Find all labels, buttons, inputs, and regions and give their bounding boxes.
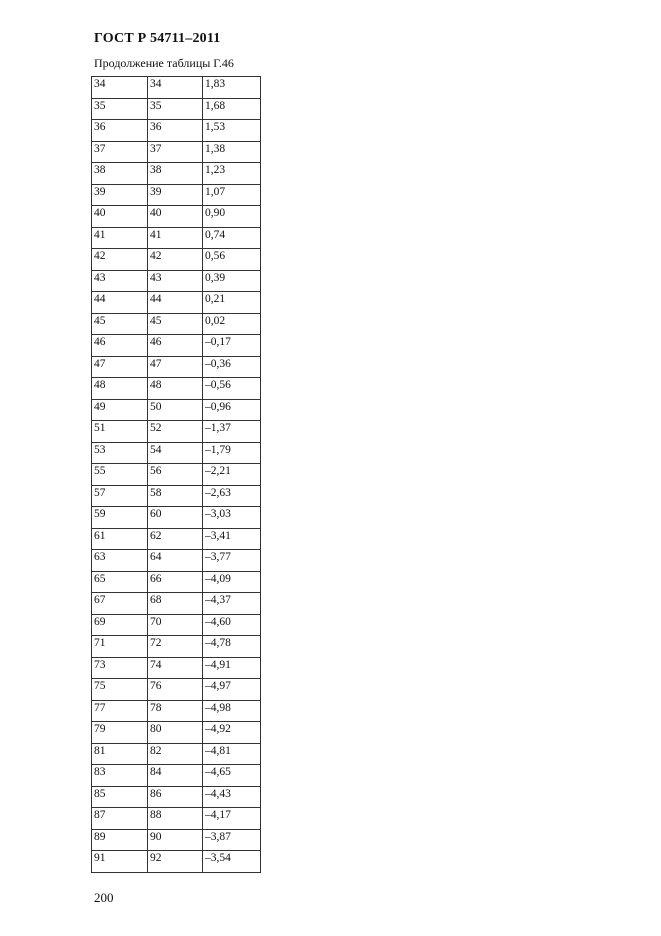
table-cell: 79 [92, 722, 148, 744]
table-cell: 42 [92, 249, 148, 271]
table-cell: 63 [92, 550, 148, 572]
table-cell: 40 [92, 206, 148, 228]
table-cell: –4,91 [203, 657, 261, 679]
table-cell: 70 [148, 614, 203, 636]
table-cell: –4,37 [203, 593, 261, 615]
table-row [92, 184, 261, 206]
table-cell: 37 [92, 141, 148, 163]
table-cell: 51 [92, 421, 148, 443]
table-row [92, 421, 261, 443]
table-cell: 39 [148, 184, 203, 206]
table-row [92, 335, 261, 357]
table-cell: –0,56 [203, 378, 261, 400]
table-cell: 41 [92, 227, 148, 249]
table-cell: 47 [148, 356, 203, 378]
table-cell: 69 [92, 614, 148, 636]
table-cell: 65 [92, 571, 148, 593]
table-row [92, 765, 261, 787]
table-cell: –4,43 [203, 786, 261, 808]
table-cell: 83 [92, 765, 148, 787]
table-row [92, 120, 261, 142]
table-row [92, 679, 261, 701]
table-cell: 48 [148, 378, 203, 400]
table-cell: –0,96 [203, 399, 261, 421]
table-row [92, 786, 261, 808]
table-row [92, 829, 261, 851]
table-cell: 75 [92, 679, 148, 701]
table-row [92, 743, 261, 765]
table-cell: 52 [148, 421, 203, 443]
table-cell: –4,98 [203, 700, 261, 722]
table-cell: 73 [92, 657, 148, 679]
table-row [92, 227, 261, 249]
table-cell: 88 [148, 808, 203, 830]
table-cell: 53 [92, 442, 148, 464]
table-cell: 0,56 [203, 249, 261, 271]
table-cell: 87 [92, 808, 148, 830]
table-row [92, 206, 261, 228]
table-cell: 48 [92, 378, 148, 400]
table-cell: 66 [148, 571, 203, 593]
table-row [92, 700, 261, 722]
table-cell: 41 [148, 227, 203, 249]
table-cell: 39 [92, 184, 148, 206]
data-table [91, 76, 261, 873]
table-cell: 43 [92, 270, 148, 292]
table-cell: –4,97 [203, 679, 261, 701]
table-cell: –4,81 [203, 743, 261, 765]
table-cell: 81 [92, 743, 148, 765]
table-cell: 35 [92, 98, 148, 120]
table-cell: 86 [148, 786, 203, 808]
table-cell: 89 [92, 829, 148, 851]
table-row [92, 442, 261, 464]
table-cell: 82 [148, 743, 203, 765]
table-cell: 78 [148, 700, 203, 722]
table-row [92, 464, 261, 486]
table-cell: –0,36 [203, 356, 261, 378]
page-number: 200 [94, 890, 114, 905]
table-cell: 44 [92, 292, 148, 314]
table-cell: –4,65 [203, 765, 261, 787]
table-row [92, 378, 261, 400]
table-cell: –4,78 [203, 636, 261, 658]
table-cell: 0,02 [203, 313, 261, 335]
table-cell: –2,21 [203, 464, 261, 486]
table-cell: 91 [92, 851, 148, 873]
table-cell: 38 [92, 163, 148, 185]
table-cell: 80 [148, 722, 203, 744]
table-row [92, 249, 261, 271]
table-row [92, 571, 261, 593]
table-cell: 36 [92, 120, 148, 142]
table-cell: 1,68 [203, 98, 261, 120]
table-cell: –3,87 [203, 829, 261, 851]
table-row [92, 77, 261, 99]
table-cell: 72 [148, 636, 203, 658]
table-cell: 68 [148, 593, 203, 615]
table-cell: –3,41 [203, 528, 261, 550]
table-row [92, 636, 261, 658]
table-row [92, 485, 261, 507]
table-cell: –3,03 [203, 507, 261, 529]
table-cell: 58 [148, 485, 203, 507]
table-cell: –3,54 [203, 851, 261, 873]
table-cell: 71 [92, 636, 148, 658]
table-cell: 60 [148, 507, 203, 529]
table-cell: 45 [92, 313, 148, 335]
table-cell: 76 [148, 679, 203, 701]
table-cell: 42 [148, 249, 203, 271]
table-cell: 38 [148, 163, 203, 185]
table-cell: 0,21 [203, 292, 261, 314]
table-cell: 62 [148, 528, 203, 550]
table-cell: 74 [148, 657, 203, 679]
table-cell: 34 [148, 77, 203, 99]
table-row [92, 313, 261, 335]
table-row [92, 356, 261, 378]
table-cell: 1,07 [203, 184, 261, 206]
table-row [92, 399, 261, 421]
table-cell: 34 [92, 77, 148, 99]
table-cell: 92 [148, 851, 203, 873]
table-cell: –1,37 [203, 421, 261, 443]
table-row [92, 593, 261, 615]
table-cell: 37 [148, 141, 203, 163]
table-row [92, 270, 261, 292]
table-cell: 56 [148, 464, 203, 486]
table-cell: –4,60 [203, 614, 261, 636]
table-row [92, 528, 261, 550]
table-cell: 1,23 [203, 163, 261, 185]
table-cell: 35 [148, 98, 203, 120]
table-cell: 45 [148, 313, 203, 335]
table-cell: 57 [92, 485, 148, 507]
table-cell: 67 [92, 593, 148, 615]
table-cell: 55 [92, 464, 148, 486]
table-cell: 36 [148, 120, 203, 142]
table-row [92, 550, 261, 572]
table-row [92, 292, 261, 314]
table-cell: –2,63 [203, 485, 261, 507]
table-cell: 77 [92, 700, 148, 722]
table-row [92, 722, 261, 744]
table-cell: 49 [92, 399, 148, 421]
table-row [92, 614, 261, 636]
table-cell: –4,17 [203, 808, 261, 830]
table-cell: –4,09 [203, 571, 261, 593]
table-body [92, 77, 261, 873]
table-row [92, 141, 261, 163]
table-cell: 47 [92, 356, 148, 378]
document-standard-title: ГОСТ Р 54711–2011 [94, 31, 221, 46]
table-cell: 84 [148, 765, 203, 787]
table-cell: 54 [148, 442, 203, 464]
table-cell: 40 [148, 206, 203, 228]
table-cell: 46 [92, 335, 148, 357]
table-cell: –1,79 [203, 442, 261, 464]
table-cell: 43 [148, 270, 203, 292]
table-cell: 90 [148, 829, 203, 851]
table-cell: 59 [92, 507, 148, 529]
table-cell: 85 [92, 786, 148, 808]
table-row [92, 851, 261, 873]
table-caption: Продолжение таблицы Г.46 [94, 56, 234, 70]
table-row [92, 98, 261, 120]
table-cell: 1,38 [203, 141, 261, 163]
table-cell: 61 [92, 528, 148, 550]
table-cell: 50 [148, 399, 203, 421]
table-cell: 0,90 [203, 206, 261, 228]
table-cell: –4,92 [203, 722, 261, 744]
table-cell: –3,77 [203, 550, 261, 572]
table-cell: 46 [148, 335, 203, 357]
table-row [92, 507, 261, 529]
table-cell: 44 [148, 292, 203, 314]
table-cell: 1,83 [203, 77, 261, 99]
table-cell: 0,74 [203, 227, 261, 249]
table-row [92, 163, 261, 185]
table-row [92, 808, 261, 830]
table-row [92, 657, 261, 679]
table-cell: –0,17 [203, 335, 261, 357]
table-cell: 0,39 [203, 270, 261, 292]
table-cell: 1,53 [203, 120, 261, 142]
table-cell: 64 [148, 550, 203, 572]
